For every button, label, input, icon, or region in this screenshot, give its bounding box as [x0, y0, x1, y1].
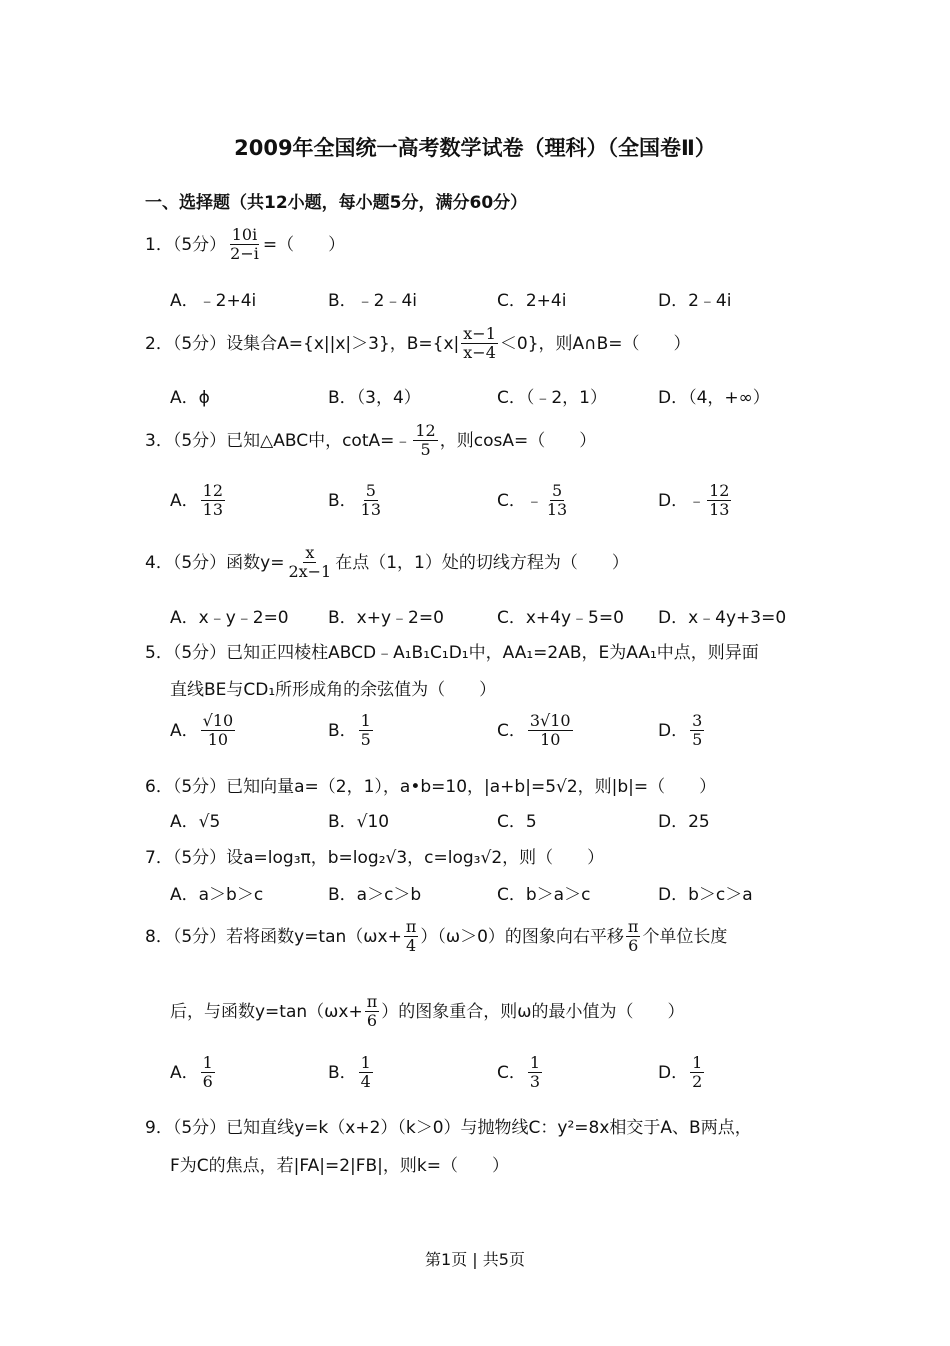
q8-option-a: A． $\frac{1}{6}$	[170, 1053, 213, 1092]
q4-option-a: A．x﹣y﹣2=0	[170, 608, 289, 628]
question-9-line-2: F为C的焦点，若|FA|=2|FB|，则k=（ ）	[170, 1156, 509, 1176]
q4-fraction: $\frac{x}{2x-1}$	[288, 543, 332, 582]
question-8-line-2: 后，与函数y=tan（ωx+ $\frac{\pi}{6}$ ）的图象重合，则ω的最小值为（ ）	[170, 992, 685, 1031]
q7-option-b: B．a＞c＞b	[328, 885, 422, 905]
page-footer: 第1页 | 共5页	[425, 1250, 525, 1269]
question-7: 7．（5分）设a=log₃π，b=log₂√3，c=log₃√2，则（ ）	[145, 848, 605, 868]
q5-option-b: B． $\frac{1}{5}$	[328, 711, 371, 750]
q8-option-d: D． $\frac{1}{2}$	[658, 1053, 703, 1092]
question-2: 2．（5分）设集合A={x||x|＞3}，B={x| $\frac{x-1}{x-4}$ ＜0}，则A∩B=（ ）	[145, 324, 691, 363]
q1-option-c: C．2+4i	[497, 291, 567, 311]
question-6: 6．（5分）已知向量a=（2，1），a•b=10，|a+b|=5√2，则|b|=（ ）	[145, 777, 717, 797]
q8-option-c: C． $\frac{1}{3}$	[497, 1053, 541, 1092]
q2-option-c: C．（﹣2，1）	[497, 388, 608, 408]
q3-option-c: C．﹣ $\frac{5}{13}$	[497, 481, 568, 520]
q5-option-c: C． $\frac{3√10}{10}$	[497, 711, 571, 750]
q7-option-c: C．b＞a＞c	[497, 885, 591, 905]
q3-fraction: $\frac{12}{5}$	[415, 421, 436, 460]
q7-option-d: D．b＞c＞a	[658, 885, 753, 905]
question-5-line-2: 直线BE与CD₁所形成角的余弦值为（ ）	[170, 680, 497, 700]
q4-option-c: C．x+4y﹣5=0	[497, 608, 624, 628]
question-9-line-1: 9．（5分）已知直线y=k（x+2）（k＞0）与抛物线C：y²=8x相交于A、B两点，	[145, 1118, 752, 1138]
q3-option-a: A． $\frac{12}{13}$	[170, 481, 223, 520]
q6-option-b: B．√10	[328, 812, 390, 832]
q5-option-d: D． $\frac{3}{5}$	[658, 711, 703, 750]
section-heading: 一、选择题（共12小题，每小题5分，满分60分）	[145, 193, 528, 213]
q1-option-a: A．﹣2+4i	[170, 291, 257, 311]
q5-option-a: A． $\frac{√10}{10}$	[170, 711, 234, 750]
q7-option-a: A．a＞b＞c	[170, 885, 264, 905]
question-5-line-1: 5．（5分）已知正四棱柱ABCD﹣A₁B₁C₁D₁中，AA₁=2AB，E为AA₁中点，则异面	[145, 643, 759, 663]
q1-fraction: $\frac{10i}{2-i}$	[230, 225, 259, 264]
q2-option-d: D．（4，+∞）	[658, 388, 770, 408]
question-1: 1．（5分） $\frac{10i}{2-i}$ =（ ）	[145, 225, 346, 264]
q6-option-c: C．5	[497, 812, 537, 832]
question-4: 4．（5分）函数y= $\frac{x}{2x-1}$ 在点（1，1）处的切线方程为（ ）	[145, 543, 629, 582]
q6-option-a: A．√5	[170, 812, 221, 832]
question-3: 3．（5分）已知△ABC中，cotA=﹣ $\frac{12}{5}$ ，则cosA=（ ）	[145, 421, 597, 460]
q2-fraction: $\frac{x-1}{x-4}$	[463, 324, 496, 363]
q2-option-b: B．（3，4）	[328, 388, 421, 408]
q2-option-a: A．ϕ	[170, 388, 210, 408]
q1-option-b: B．﹣2﹣4i	[328, 291, 418, 311]
q8-option-b: B． $\frac{1}{4}$	[328, 1053, 371, 1092]
page-title: 2009年全国统一高考数学试卷（理科）（全国卷Ⅱ）	[234, 136, 716, 160]
q3-option-b: B． $\frac{5}{13}$	[328, 481, 382, 520]
question-8-line-1: 8．（5分）若将函数y=tan（ωx+ $\frac{\pi}{4}$ ）（ω＞0）的图象向右平移 $\frac{\pi}{6}$ 个单位长度	[145, 917, 728, 956]
q4-option-b: B．x+y﹣2=0	[328, 608, 444, 628]
q3-option-d: D．﹣ $\frac{12}{13}$	[658, 481, 730, 520]
q6-option-d: D．25	[658, 812, 710, 832]
q4-option-d: D．x﹣4y+3=0	[658, 608, 787, 628]
q1-option-d: D．2﹣4i	[658, 291, 732, 311]
q1-prefix: 1．（5分）	[145, 234, 227, 255]
